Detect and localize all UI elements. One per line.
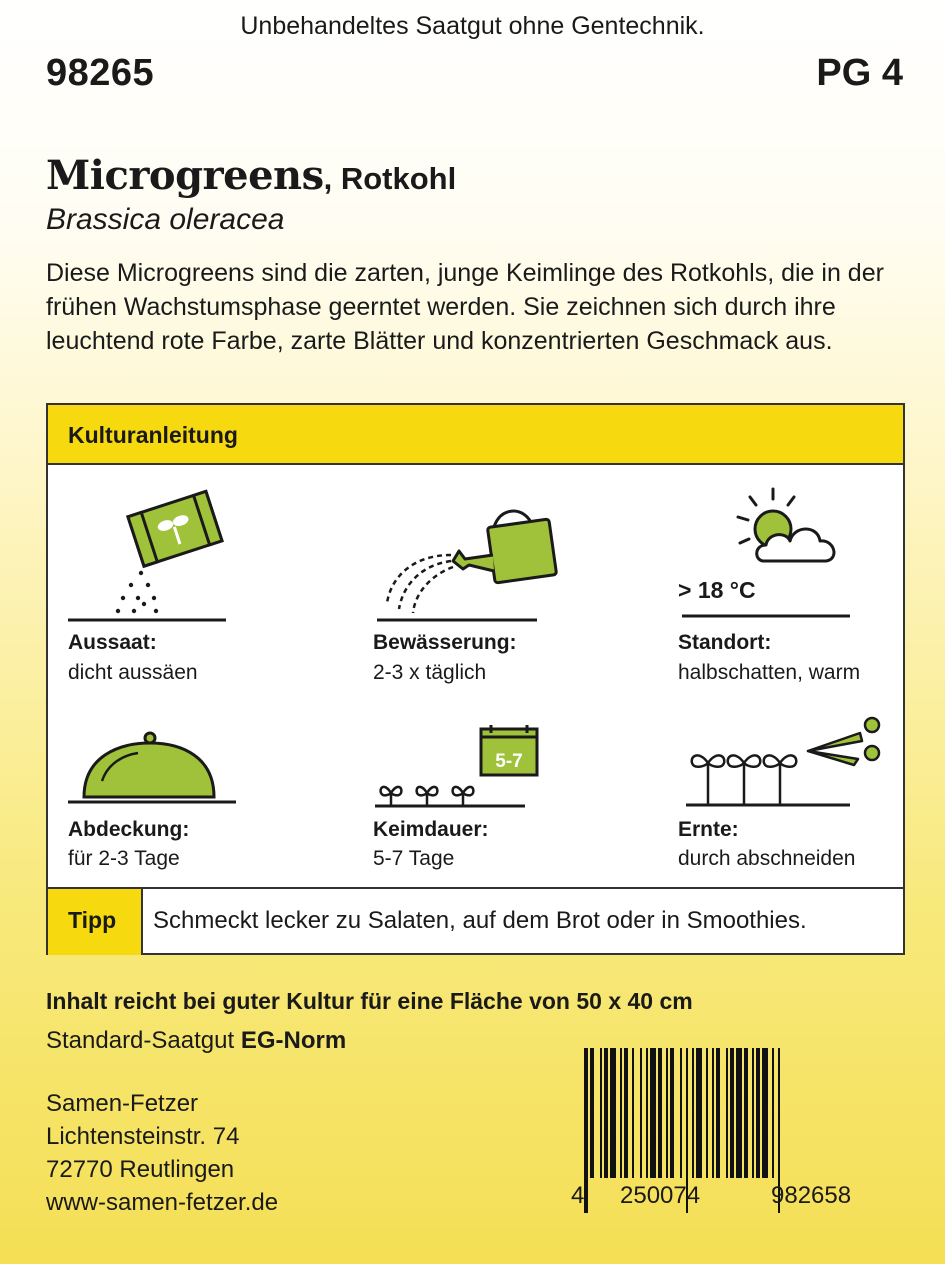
- ernte-value: durch abschneiden: [678, 847, 856, 870]
- standort-label: Standort:: [678, 631, 772, 654]
- company-name: Samen-Fetzer: [46, 1090, 199, 1117]
- bewaesserung-label: Bewässerung:: [373, 631, 517, 654]
- barcode-digit-first: 4: [571, 1182, 585, 1209]
- product-title: [46, 152, 456, 199]
- bewaesserung-value: 2-3 x täglich: [373, 661, 487, 684]
- seed-packet-icon: [68, 485, 238, 625]
- barcode-bar: [706, 1048, 708, 1178]
- barcode-bar: [610, 1048, 616, 1178]
- seed-standard-prefix: Standard-Saatgut: [46, 1027, 241, 1054]
- barcode-bar: [716, 1048, 720, 1178]
- abdeckung-value: für 2-3 Tage: [68, 847, 180, 870]
- barcode-bar: [730, 1048, 734, 1178]
- tip-label-cell: [48, 889, 143, 955]
- barcode-bar: [712, 1048, 714, 1178]
- company-street: Lichtensteinstr. 74: [46, 1123, 240, 1150]
- barcode-bar: [658, 1048, 662, 1178]
- barcode-bar: [624, 1048, 628, 1178]
- abdeckung-label: Abdeckung:: [68, 818, 190, 841]
- tip-row: [48, 887, 903, 953]
- barcode-bar: [590, 1048, 594, 1178]
- keimdauer-label: Keimdauer:: [373, 818, 489, 841]
- product-description: Diese Microgreens sind die zarten, junge Keimlinge des Rotkohls, die in der frühen Wachstumsphase geerntet werden. Sie zeichnen sich durch ihre leuchtend rote Farbe, zarte Blätter und konzentrierten Geschmack aus.: [46, 259, 884, 355]
- tip-label: Tipp: [68, 907, 117, 933]
- article-number: 98265: [46, 52, 155, 94]
- seed-standard-norm: EG-Norm: [240, 1027, 347, 1054]
- standort-value: halbschatten, warm: [678, 661, 861, 684]
- culture-instructions-box: [46, 403, 905, 955]
- culture-item-abdeckung: [68, 723, 328, 883]
- barcode-bar: [744, 1048, 748, 1178]
- culture-item-standort: [678, 485, 938, 685]
- culture-item-bewaesserung: [373, 485, 633, 685]
- culture-heading-bar: [48, 405, 903, 465]
- barcode-bar: [692, 1048, 694, 1178]
- company-city: 72770 Reutlingen: [46, 1156, 235, 1183]
- sun-cloud-icon: [678, 485, 878, 625]
- barcode-bar: [670, 1048, 674, 1178]
- barcode-bar: [752, 1048, 754, 1178]
- aussaat-value: dicht aussäen: [68, 661, 198, 684]
- barcode-bar: [726, 1048, 728, 1178]
- content-note: Inhalt reicht bei guter Kultur für eine Fläche von 50 x 40 cm: [46, 988, 693, 1014]
- barcode-bar: [756, 1048, 760, 1178]
- barcode-bar: [762, 1048, 768, 1178]
- cover-dome-icon: [68, 723, 268, 813]
- barcode-bar: [772, 1048, 774, 1178]
- culture-item-ernte: [678, 711, 938, 883]
- ernte-label: Ernte:: [678, 818, 739, 841]
- barcode-bar: [600, 1048, 602, 1178]
- tip-text: Schmeckt lecker zu Salaten, auf dem Brot oder in Smoothies.: [153, 907, 807, 934]
- seed-quality-note: Unbehandeltes Saatgut ohne Gentechnik.: [240, 12, 705, 40]
- latin-name: Brassica oleracea: [46, 203, 285, 236]
- barcode-bar: [584, 1048, 588, 1213]
- barcode-bar: [620, 1048, 622, 1178]
- barcode-bar: [680, 1048, 682, 1178]
- culture-item-aussaat: [68, 485, 328, 685]
- culture-heading: Kulturanleitung: [68, 422, 238, 448]
- temperature-value: > 18 °C: [678, 577, 756, 603]
- product-title-main: Microgreens: [46, 152, 324, 199]
- watering-can-icon: [373, 485, 573, 625]
- barcode-bar: [666, 1048, 668, 1178]
- barcode-digits-right: 982658: [771, 1182, 852, 1209]
- product-title-variety: , Rotkohl: [323, 161, 457, 196]
- aussaat-label: Aussaat:: [68, 631, 157, 654]
- calendar-days-text: 5-7: [495, 751, 523, 772]
- company-website: www-samen-fetzer.de: [46, 1189, 279, 1216]
- scissors-sprouts-icon: [678, 711, 898, 811]
- calendar-sprouts-icon: [373, 723, 573, 813]
- barcode-bar: [640, 1048, 642, 1178]
- barcode-bar: [696, 1048, 702, 1178]
- keimdauer-value: 5-7 Tage: [373, 847, 455, 870]
- price-group: PG 4: [816, 52, 903, 94]
- barcode-bar: [632, 1048, 634, 1178]
- barcode-bar: [646, 1048, 648, 1178]
- seed-standard: [46, 1027, 346, 1055]
- barcode-bar: [604, 1048, 608, 1178]
- culture-item-keimdauer: [373, 723, 633, 883]
- barcode-bar: [736, 1048, 742, 1178]
- company-address: [46, 1087, 278, 1219]
- barcode-bar: [650, 1048, 656, 1178]
- barcode-digits-left: 250074: [620, 1182, 701, 1209]
